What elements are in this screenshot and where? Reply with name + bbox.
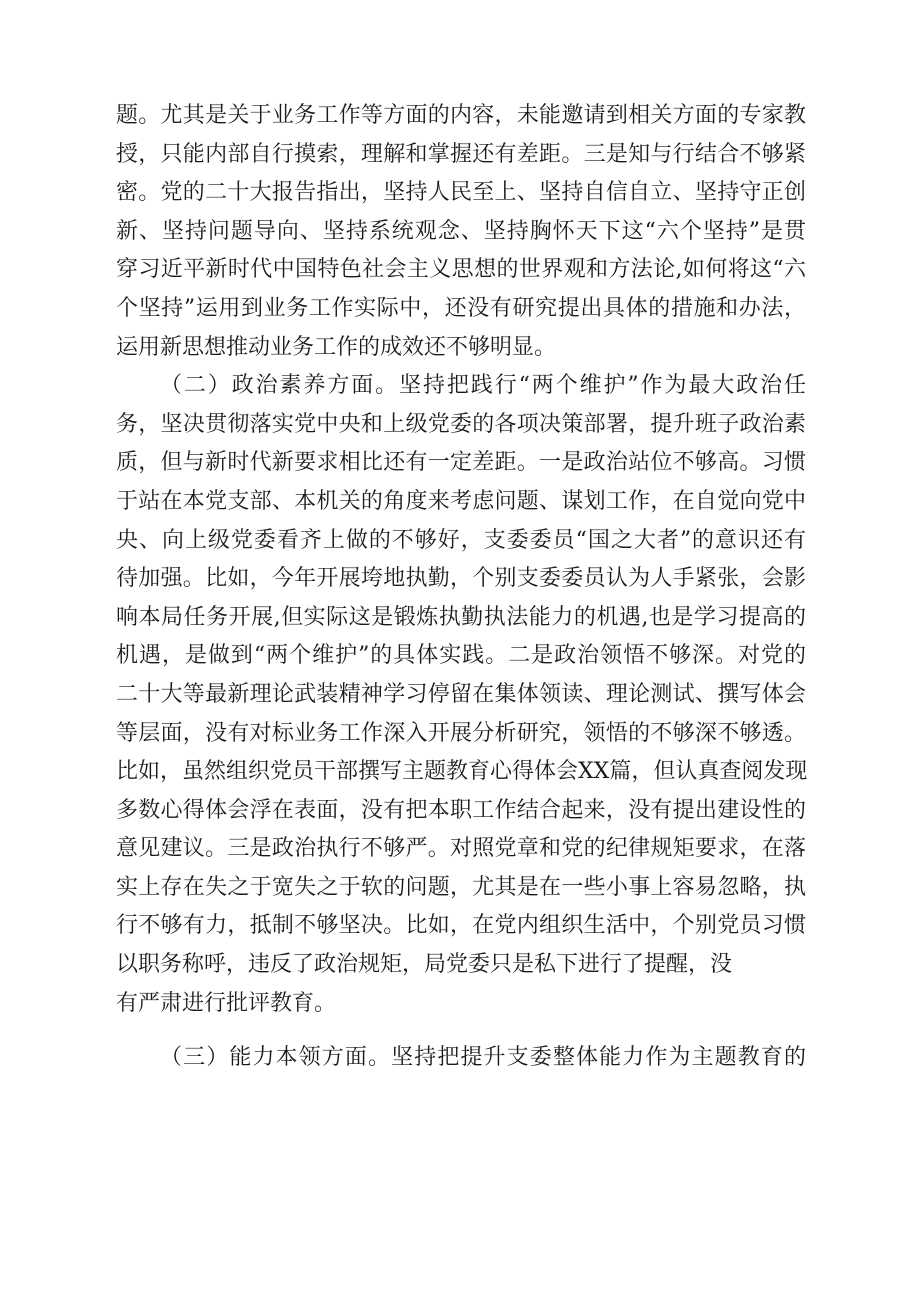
text-line: 机遇，是做到“两个维护”的具体实践。二是政治领悟不够深。对党的 — [116, 643, 806, 669]
text-line: 新、坚持问题导向、坚持系统观念、坚持胸怀天下这“六个坚持”是贯 — [116, 218, 806, 244]
text-line: 响本局任务开展,但实际这是锻炼执勤执法能力的机遇,也是学习提高的 — [116, 604, 806, 630]
text-line: 比如，虽然组织党员干部撰写主题教育心得体会XX篇，但认真查阅发现 — [116, 759, 808, 785]
text-line: 央、向上级党委看齐上做的不够好，支委委员“国之大者”的意识还有 — [116, 527, 806, 553]
text-line: 穿习近平新时代中国特色社会主义思想的世界观和方法论,如何将这“六 — [116, 257, 806, 283]
text-line: 实上存在失之于宽失之于软的问题，尤其是在一些小事上容易忽略，执 — [116, 874, 806, 900]
section-heading-line: （三）能力本领方面。坚持把提升支委整体能力作为主题教育的 — [160, 1045, 806, 1071]
text-line: 多数心得体会浮在表面，没有把本职工作结合起来，没有提出建设性的 — [116, 797, 806, 823]
text-line: 于站在本党支部、本机关的角度来考虑问题、谋划工作，在自觉向党中 — [116, 488, 806, 514]
text-line: 有严肃进行批评教育。 — [116, 990, 337, 1016]
paragraph-gap — [116, 1023, 806, 1039]
text-line: 质，但与新时代新要求相比还有一定差距。一是政治站位不够高。习惯 — [116, 450, 806, 476]
text-line: 密。党的二十大报告指出，坚持人民至上、坚持自信自立、坚持守正创 — [116, 180, 806, 206]
text-line: 个坚持”运用到业务工作实际中，还没有研究提出具体的措施和办法， — [116, 295, 806, 321]
text-line: 二十大等最新理论武装精神学习停留在集体领读、理论测试、撰写体会 — [116, 681, 806, 707]
text-line: 题。尤其是关于业务工作等方面的内容，未能邀请到相关方面的专家教 — [116, 103, 806, 128]
text-line: 行不够有力，抵制不够坚决。比如，在党内组织生活中，个别党员习惯 — [116, 913, 806, 939]
text-line: 意见建议。三是政治执行不够严。对照党章和党的纪律规矩要求，在落 — [116, 836, 806, 862]
section-heading-line: （二）政治素养方面。坚持把践行“两个维护”作为最大政治任 — [160, 373, 806, 399]
text-line: 务，坚决贯彻落实党中央和上级党委的各项决策部署，提升班子政治素 — [116, 411, 806, 437]
text-line: 等层面，没有对标业务工作深入开展分析研究，领悟的不够深不够透。 — [116, 720, 806, 746]
text-line: 授，只能内部自行摸索，理解和掌握还有差距。三是知与行结合不够紧 — [116, 141, 806, 167]
text-line: 待加强。比如，今年开展垮地执勤，个别支委委员认为人手紧张，会影 — [116, 566, 806, 592]
text-line: 以职务称呼，违反了政治规矩，局党委只是私下进行了提醒，没 — [116, 952, 733, 978]
text-line: 运用新思想推动业务工作的成效还不够明显。 — [116, 334, 557, 360]
document-body — [116, 97, 806, 1078]
